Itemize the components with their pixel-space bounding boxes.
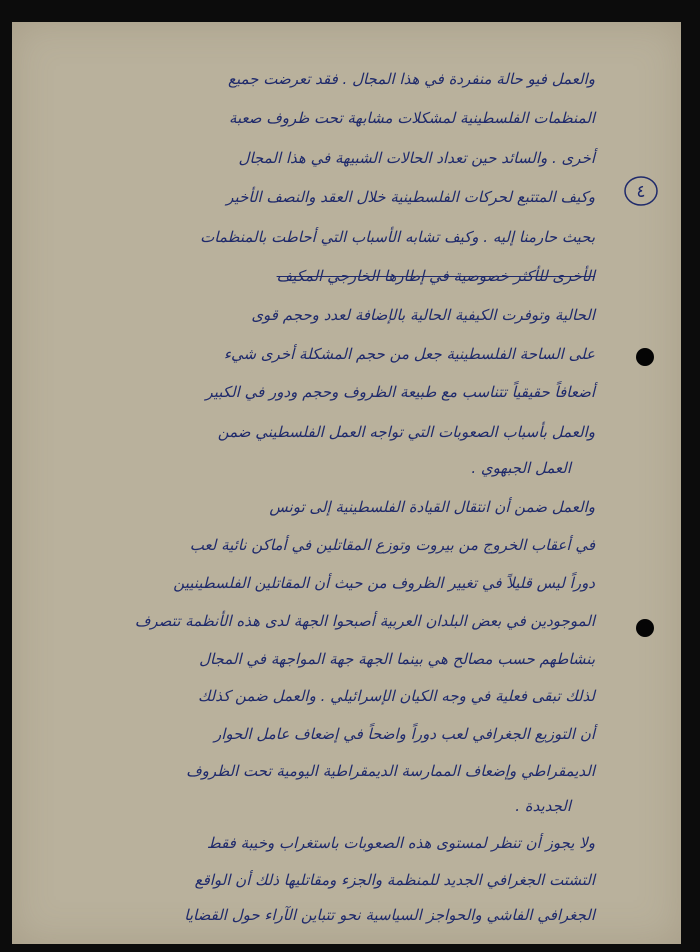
paragraph2-line: بنشاطهم حسب مصالح هي بينما الجهة جهة المواجهة في المجال	[199, 650, 595, 668]
paragraph2-line: الديمقراطي وإضعاف الممارسة الديمقراطية اليومية تحت الظروف	[186, 762, 595, 780]
paragraph3-line: ولا يجوز أن تنظر لمستوى هذه الصعوبات باستغراب وخيبة فقط	[206, 834, 595, 852]
paragraph1-line-struck: الأخرى للأكثر خصوصية في إطارها الخارجي المكيف	[276, 267, 595, 285]
page-number-circle	[622, 172, 660, 210]
paragraph1-line: بحيث حارمنا إليه . وكيف تشابه الأسباب التي أحاطت بالمنظمات	[200, 228, 595, 246]
paragraph1-line: الحالية وتوفرت الكيفية الحالية بالإضافة لعدد وحجم قوى	[251, 306, 595, 324]
paragraph2-line: والعمل ضمن أن انتقال القيادة الفلسطينية إلى تونس	[269, 498, 595, 516]
page-number: ٤	[636, 182, 646, 202]
paragraph3-line: التشتت الجغرافي الجديد للمنظمة والجزء ومقاتليها ذلك أن الواقع	[194, 871, 595, 889]
punch-hole	[636, 348, 654, 366]
paragraph1-line: على الساحة الفلسطينية جعل من حجم المشكلة أخرى شيء	[223, 345, 595, 363]
paragraph3-line: الجغرافي الفاشي والحواجز السياسية نحو تتباين الآراء حول القضايا	[184, 906, 595, 924]
punch-hole	[636, 619, 654, 637]
paragraph2-line: الجديدة .	[515, 797, 571, 815]
paragraph2-line: الموجودين في بعض البلدان العربية أصبحوا الجهة لدى هذه الأنظمة تتصرف	[134, 612, 595, 630]
paragraph1-line: العمل الجبهوي .	[471, 459, 571, 477]
paragraph1-line: أخرى . والسائد حين تعداد الحالات الشبيهة في هذا المجال	[238, 149, 595, 167]
paragraph1-line: والعمل فيو حالة منفردة في هذا المجال . فقد تعرضت جميع	[228, 70, 595, 88]
paragraph1-line: المنظمات الفلسطينية لمشكلات مشابهة تحت ظروف صعبة	[228, 109, 595, 127]
paragraph1-line: أضعافاً حقيقياً تتناسب مع طبيعة الظروف وحجم ودور في الكبير	[205, 383, 595, 401]
paragraph1-line: والعمل بأسباب الصعوبات التي تواجه العمل الفلسطيني ضمن	[217, 423, 595, 441]
paragraph2-line: في أعقاب الخروج من بيروت وتوزع المقاتلين في أماكن نائية لعب	[189, 536, 595, 554]
paragraph1-line: وكيف المتتبع لحركات الفلسطينية خلال العقد والنصف الأخير	[226, 188, 595, 206]
paragraph2-line: لذلك تبقى فعلية في وجه الكيان الإسرائيلي . والعمل ضمن كذلك	[198, 687, 595, 705]
paragraph2-line: دوراً ليس قليلاً في تغيير الظروف من حيث أن المقاتلين الفلسطينيين	[173, 574, 595, 592]
paragraph2-line: أن التوزيع الجغرافي لعب دوراً واضحاً في إضعاف عامل الحوار	[214, 725, 595, 743]
paper-sheet	[12, 22, 681, 944]
